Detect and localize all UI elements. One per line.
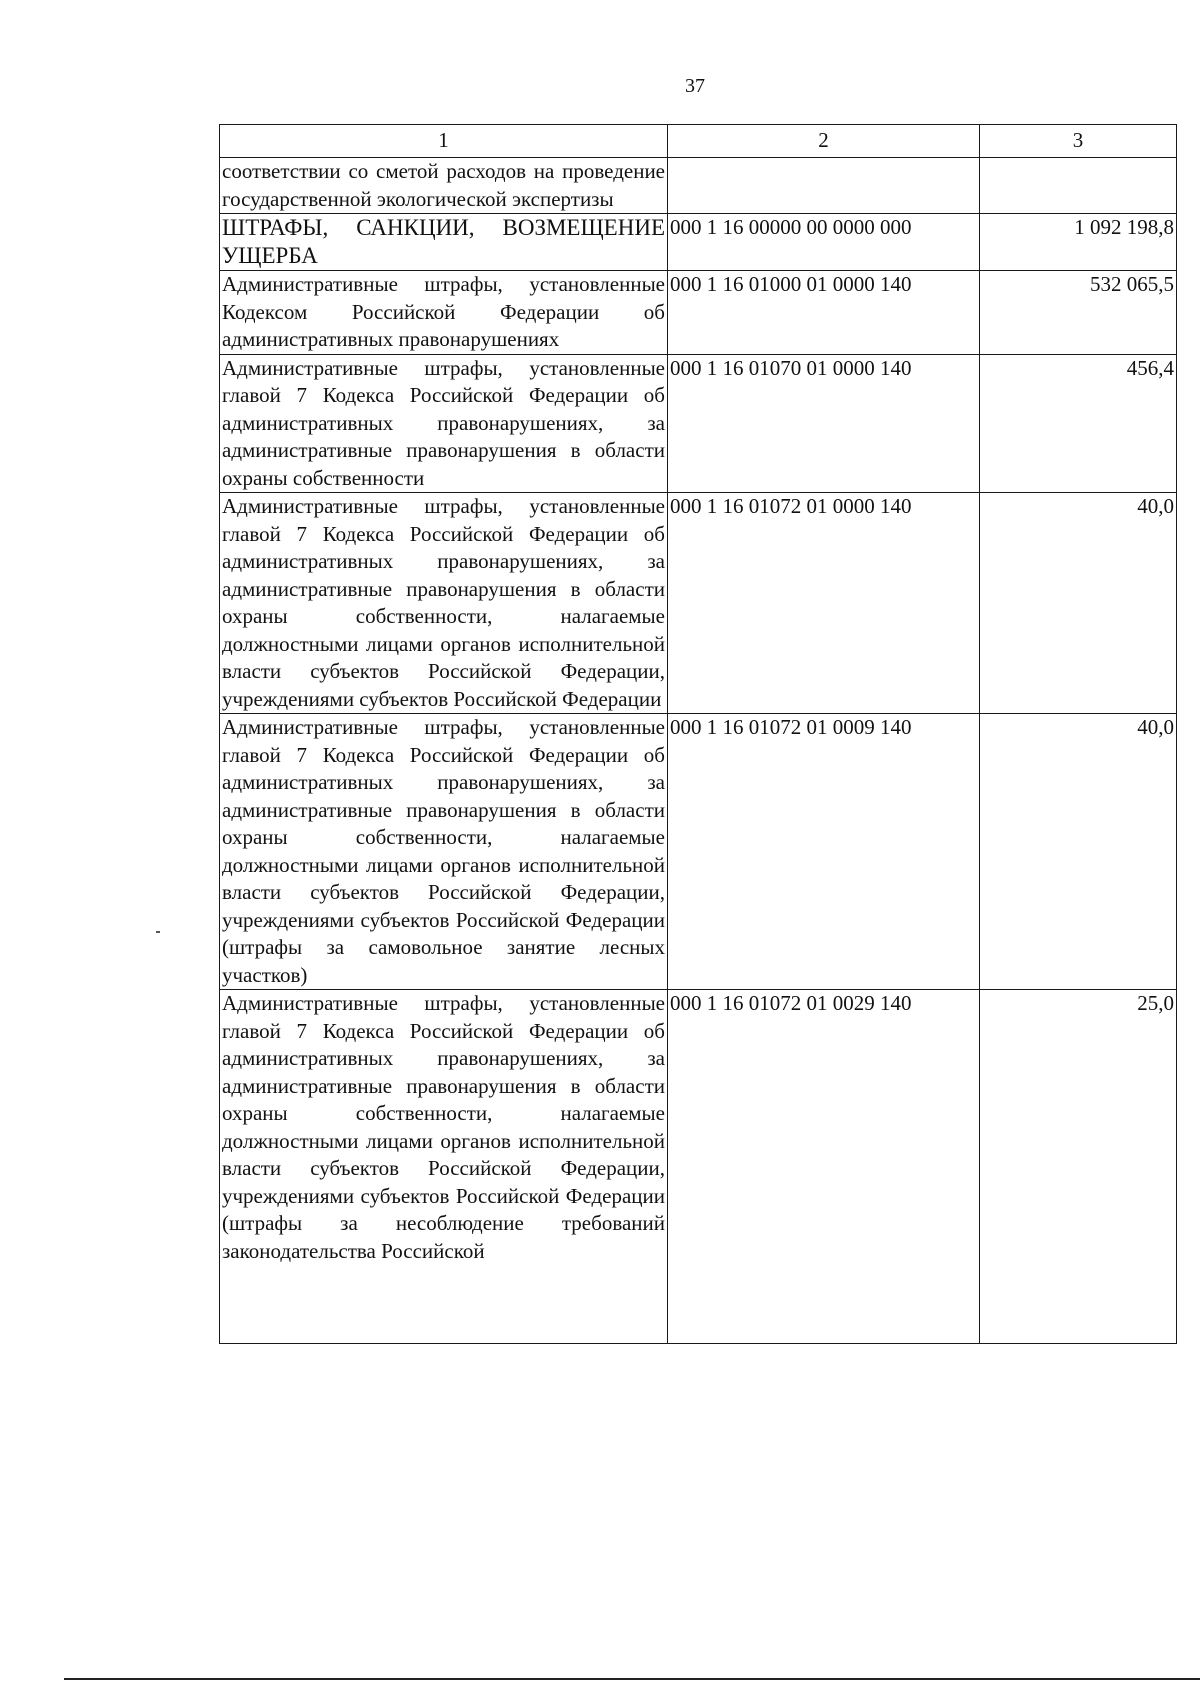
row-amount: 1 092 198,8 bbox=[980, 214, 1177, 271]
row-code: 000 1 16 01000 01 0000 140 bbox=[668, 271, 980, 355]
table-header-row bbox=[220, 125, 1177, 158]
row-code: 000 1 16 01072 01 0000 140 bbox=[668, 493, 980, 714]
row-name: Административные штрафы, установленные главой 7 Кодекса Российской Федерации об административных правонарушениях, за административные правонарушения в области охраны собственности bbox=[220, 354, 668, 493]
table-row bbox=[220, 990, 1177, 1344]
table-row bbox=[220, 354, 1177, 493]
row-amount: 456,4 bbox=[980, 354, 1177, 493]
row-amount: 25,0 bbox=[980, 990, 1177, 1344]
table-row bbox=[220, 214, 1177, 271]
row-code: 000 1 16 01070 01 0000 140 bbox=[668, 354, 980, 493]
column-header-2: 2 bbox=[668, 125, 980, 158]
row-name: Административные штрафы, установленные Кодексом Российской Федерации об административных правонарушениях bbox=[220, 271, 668, 355]
budget-table bbox=[219, 124, 1177, 1344]
row-name: Административные штрафы, установленные главой 7 Кодекса Российской Федерации об административных правонарушениях, за административные правонарушения в области охраны собственности, налагаемые должностными лицами органов исполнительной власти субъектов Российской Федерации, учреждениями субъектов Российской Федерации bbox=[220, 493, 668, 714]
row-amount: 532 065,5 bbox=[980, 271, 1177, 355]
table-row bbox=[220, 714, 1177, 990]
row-name-cell bbox=[220, 990, 668, 1344]
column-header-1: 1 bbox=[220, 125, 668, 158]
row-name: соответствии со сметой расходов на проведение государственной экологической экспертизы bbox=[220, 158, 668, 214]
column-header-3: 3 bbox=[980, 125, 1177, 158]
row-code: 000 1 16 01072 01 0009 140 bbox=[668, 714, 980, 990]
table-row bbox=[220, 271, 1177, 355]
table-row bbox=[220, 158, 1177, 214]
row-code: 000 1 16 00000 00 0000 000 bbox=[668, 214, 980, 271]
row-name: ШТРАФЫ, САНКЦИИ, ВОЗМЕЩЕНИЕ УЩЕРБА bbox=[220, 214, 668, 271]
row-amount: 40,0 bbox=[980, 493, 1177, 714]
row-amount bbox=[980, 158, 1177, 214]
bottom-rule bbox=[64, 1678, 1200, 1680]
row-code bbox=[668, 158, 980, 214]
row-amount: 40,0 bbox=[980, 714, 1177, 990]
row-name: Административные штрафы, установленные главой 7 Кодекса Российской Федерации об административных правонарушениях, за административные правонарушения в области охраны собственности, налагаемые должностными лицами органов исполнительной власти субъектов Российской Федерации, учреждениями субъектов Российской Федерации (штрафы за несоблюдение требований законодательства Российской bbox=[222, 991, 665, 1263]
row-name: Административные штрафы, установленные главой 7 Кодекса Российской Федерации об административных правонарушениях, за административные правонарушения в области охраны собственности, налагаемые должностными лицами органов исполнительной власти субъектов Российской Федерации, учреждениями субъектов Российской Федерации (штрафы за самовольное занятие лесных участков) bbox=[220, 714, 668, 990]
scan-speck bbox=[156, 931, 160, 933]
table-row bbox=[220, 493, 1177, 714]
page-number: 37 bbox=[685, 75, 705, 97]
row-code: 000 1 16 01072 01 0029 140 bbox=[668, 990, 980, 1344]
